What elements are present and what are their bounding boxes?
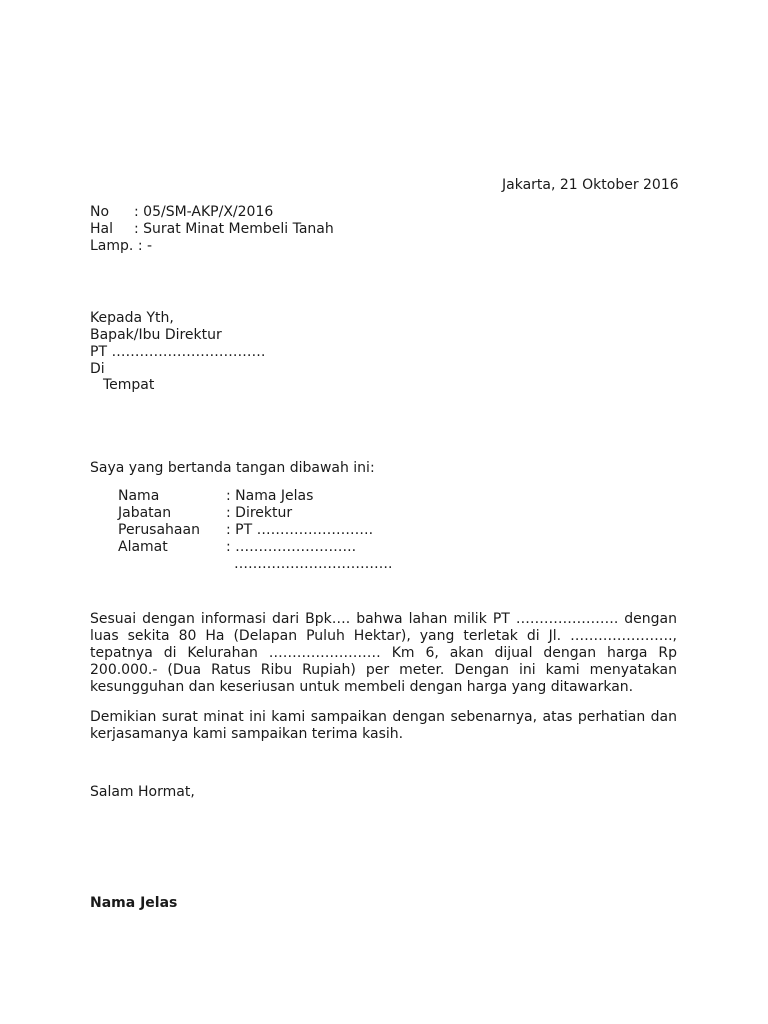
identity-label: Alamat <box>118 539 168 555</box>
body-paragraph-offer: Sesuai dengan informasi dari Bpk…. bahwa lahan milik PT …………………. dengan luas sekita 80 Ha (Delapan Puluh Hektar), yang terletak di Jl. …………………., tepatnya di Kelurahan …………………… Km 6, akan dijual dengan harga Rp 200.000.- (Dua Ratus Ribu Rupiah) per meter. Dengan ini kami menyatakan kesungguhan dan keseriusan untuk membeli dengan harga yang ditawarkan. <box>90 611 677 695</box>
closing-salutation: Salam Hormat, <box>90 784 195 800</box>
meta-label: No <box>90 204 110 220</box>
intro-text: Saya yang bertanda tangan dibawah ini: <box>90 460 375 476</box>
meta-value: : - <box>137 238 153 254</box>
identity-row-address <box>118 539 356 556</box>
identity-value: : …………………….. <box>226 539 357 555</box>
meta-row-number <box>90 204 273 221</box>
letter-date: Jakarta, 21 Oktober 2016 <box>502 177 679 193</box>
recipient-location-label: Di <box>90 361 105 377</box>
signature-name: Nama Jelas <box>90 895 178 911</box>
recipient-title: Bapak/Ibu Direktur <box>90 327 222 343</box>
meta-value: : Surat Minat Membeli Tanah <box>134 221 334 237</box>
identity-label: Jabatan <box>118 505 172 521</box>
identity-label: Perusahaan <box>118 522 200 538</box>
meta-row-subject <box>90 221 334 238</box>
identity-address-continuation: ……………………………. <box>234 556 393 572</box>
recipient-greeting: Kepada Yth, <box>90 310 174 326</box>
meta-row-attachment <box>90 238 152 255</box>
recipient-company: PT …………………………… <box>90 344 266 360</box>
identity-value: : Nama Jelas <box>226 488 314 504</box>
identity-row-name <box>118 488 313 505</box>
meta-value: : 05/SM-AKP/X/2016 <box>134 204 274 220</box>
identity-row-company <box>118 522 373 539</box>
identity-row-position <box>118 505 292 522</box>
identity-value: : PT ……………………. <box>226 522 374 538</box>
meta-label: Lamp. <box>90 238 134 254</box>
recipient-location: Tempat <box>103 377 155 393</box>
body-paragraph-closing: Demikian surat minat ini kami sampaikan dengan sebenarnya, atas perhatian dan kerjasamanya kami sampaikan terima kasih. <box>90 709 677 742</box>
identity-label: Nama <box>118 488 160 504</box>
meta-label: Hal <box>90 221 113 237</box>
identity-value: : Direktur <box>226 505 293 521</box>
